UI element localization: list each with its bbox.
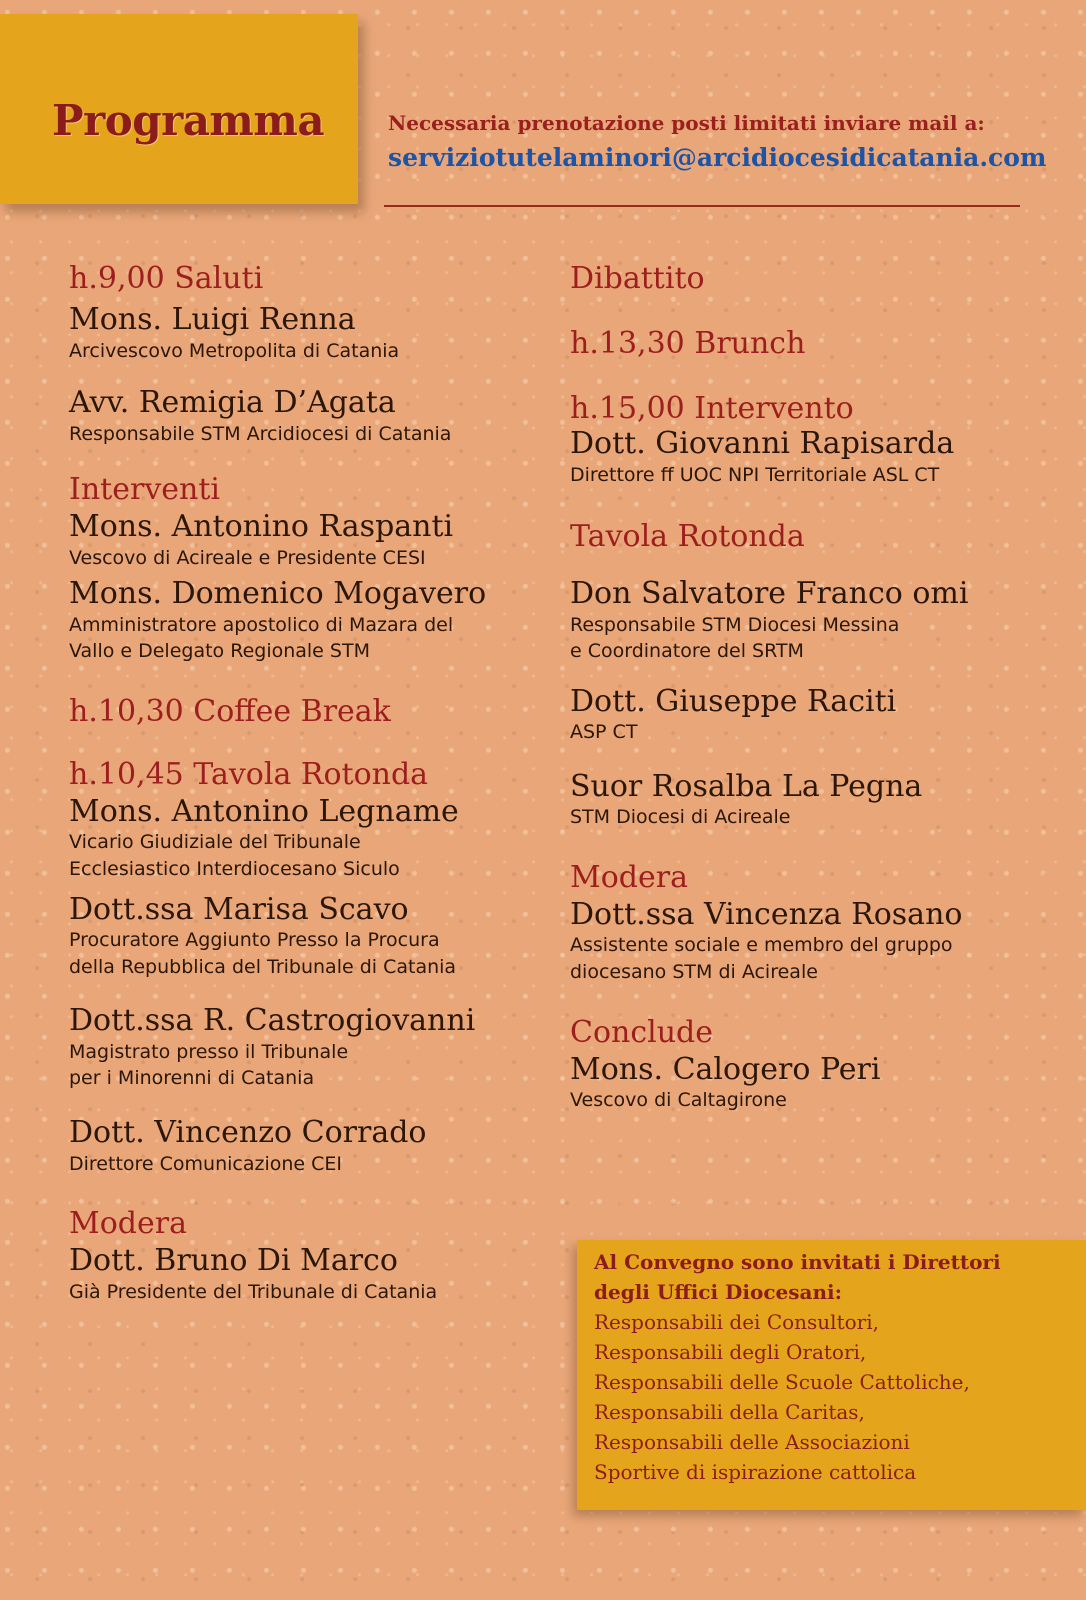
booking-email-link[interactable]: serviziotutelaminori@arcidiocesidicatania.com [388, 143, 1047, 172]
invite-heading-line: Al Convegno sono invitati i Direttori [594, 1250, 1001, 1274]
section-title: h.15,00 Intervento [570, 391, 854, 426]
speaker-name: Dott. Vincenzo Corrado [69, 1115, 427, 1151]
speaker-role: Amministratore apostolico di Mazara del [69, 613, 454, 636]
invite-list-item: Responsabili della Caritas, [594, 1400, 865, 1424]
program-left-column [69, 262, 549, 1305]
speaker-name: Mons. Antonino Raspanti [69, 509, 454, 545]
section-title: Tavola Rotonda [570, 519, 805, 555]
speaker-role: Arcivescovo Metropolita di Catania [69, 339, 400, 362]
speaker-role: Magistrato presso il Tribunale [69, 1040, 349, 1063]
invite-heading-line: degli Uffici Diocesani: [594, 1280, 842, 1304]
invite-list-item: Responsabili dei Consultori, [594, 1310, 879, 1334]
speaker-name: Mons. Calogero Peri [570, 1051, 881, 1087]
speaker-name: Dott.ssa R. Castrogiovanni [69, 1003, 476, 1039]
speaker-role: Direttore ff UOC NPI Territoriale ASL CT [570, 463, 940, 486]
speaker-name: Dott. Giovanni Rapisarda [570, 426, 955, 461]
speaker-role: per i Minorenni di Catania [69, 1067, 315, 1090]
speaker-role: diocesano STM di Acireale [570, 961, 818, 984]
section-title: Dibattito [570, 261, 705, 296]
speaker-role: STM Diocesi di Acireale [570, 806, 791, 829]
section-title: h.10,45 Tavola Rotonda [69, 756, 429, 792]
speaker-role: Vescovo di Caltagirone [570, 1089, 787, 1112]
speaker-role: Direttore Comunicazione CEI [69, 1152, 343, 1175]
section-title: h.13,30 Brunch [570, 326, 806, 361]
invite-text [594, 1247, 1074, 1487]
speaker-role: della Repubblica del Tribunale di Catania [69, 955, 457, 978]
speaker-role: Vallo e Delegato Regionale STM [69, 640, 370, 663]
speaker-role: Già Presidente del Tribunale di Catania [69, 1280, 438, 1303]
section-title: Modera [570, 859, 688, 895]
section-title: Conclude [570, 1014, 714, 1050]
speaker-name: Mons. Domenico Mogavero [69, 576, 487, 612]
section-title: h.9,00 Saluti [69, 261, 264, 296]
speaker-role: ASP CT [570, 721, 638, 744]
page-title: Programma [52, 96, 325, 145]
speaker-role: e Coordinatore del SRTM [570, 640, 804, 663]
speaker-role: Assistente sociale e membro del gruppo [570, 934, 953, 957]
speaker-name: Mons. Luigi Renna [69, 302, 356, 337]
speaker-role: Procuratore Aggiunto Presso la Procura [69, 929, 440, 952]
speaker-role: Ecclesiastico Interdiocesano Siculo [69, 858, 400, 881]
invite-list-item: Sportive di ispirazione cattolica [594, 1460, 917, 1484]
speaker-name: Avv. Remigia D’Agata [69, 385, 396, 421]
speaker-name: Dott. Bruno Di Marco [69, 1243, 398, 1279]
speaker-role: Responsabile STM Arcidiocesi di Catania [69, 422, 452, 445]
speaker-role: Vescovo di Acireale e Presidente CESI [69, 546, 426, 569]
invite-list-item: Responsabili delle Associazioni [594, 1430, 910, 1454]
invite-list-item: Responsabili degli Oratori, [594, 1340, 867, 1364]
invite-list-item: Responsabili delle Scuole Cattoliche, [594, 1370, 970, 1394]
speaker-name: Dott.ssa Marisa Scavo [69, 891, 409, 927]
speaker-role: Responsabile STM Diocesi Messina [570, 613, 900, 636]
speaker-name: Don Salvatore Franco omi [570, 576, 969, 612]
booking-note: Necessaria prenotazione posti limitati inviare mail a: [388, 111, 985, 135]
section-title: Modera [69, 1206, 187, 1242]
speaker-name: Dott.ssa Vincenza Rosano [570, 896, 963, 932]
speaker-name: Dott. Giuseppe Raciti [570, 683, 897, 719]
speaker-role: Vicario Giudiziale del Tribunale [69, 831, 361, 854]
speaker-name: Suor Rosalba La Pegna [570, 768, 923, 804]
section-title: h.10,30 Coffee Break [69, 693, 391, 729]
section-title: Interventi [69, 472, 220, 508]
header-divider [384, 205, 1020, 207]
speaker-name: Mons. Antonino Legname [69, 793, 459, 829]
program-right-column [570, 262, 1050, 1114]
